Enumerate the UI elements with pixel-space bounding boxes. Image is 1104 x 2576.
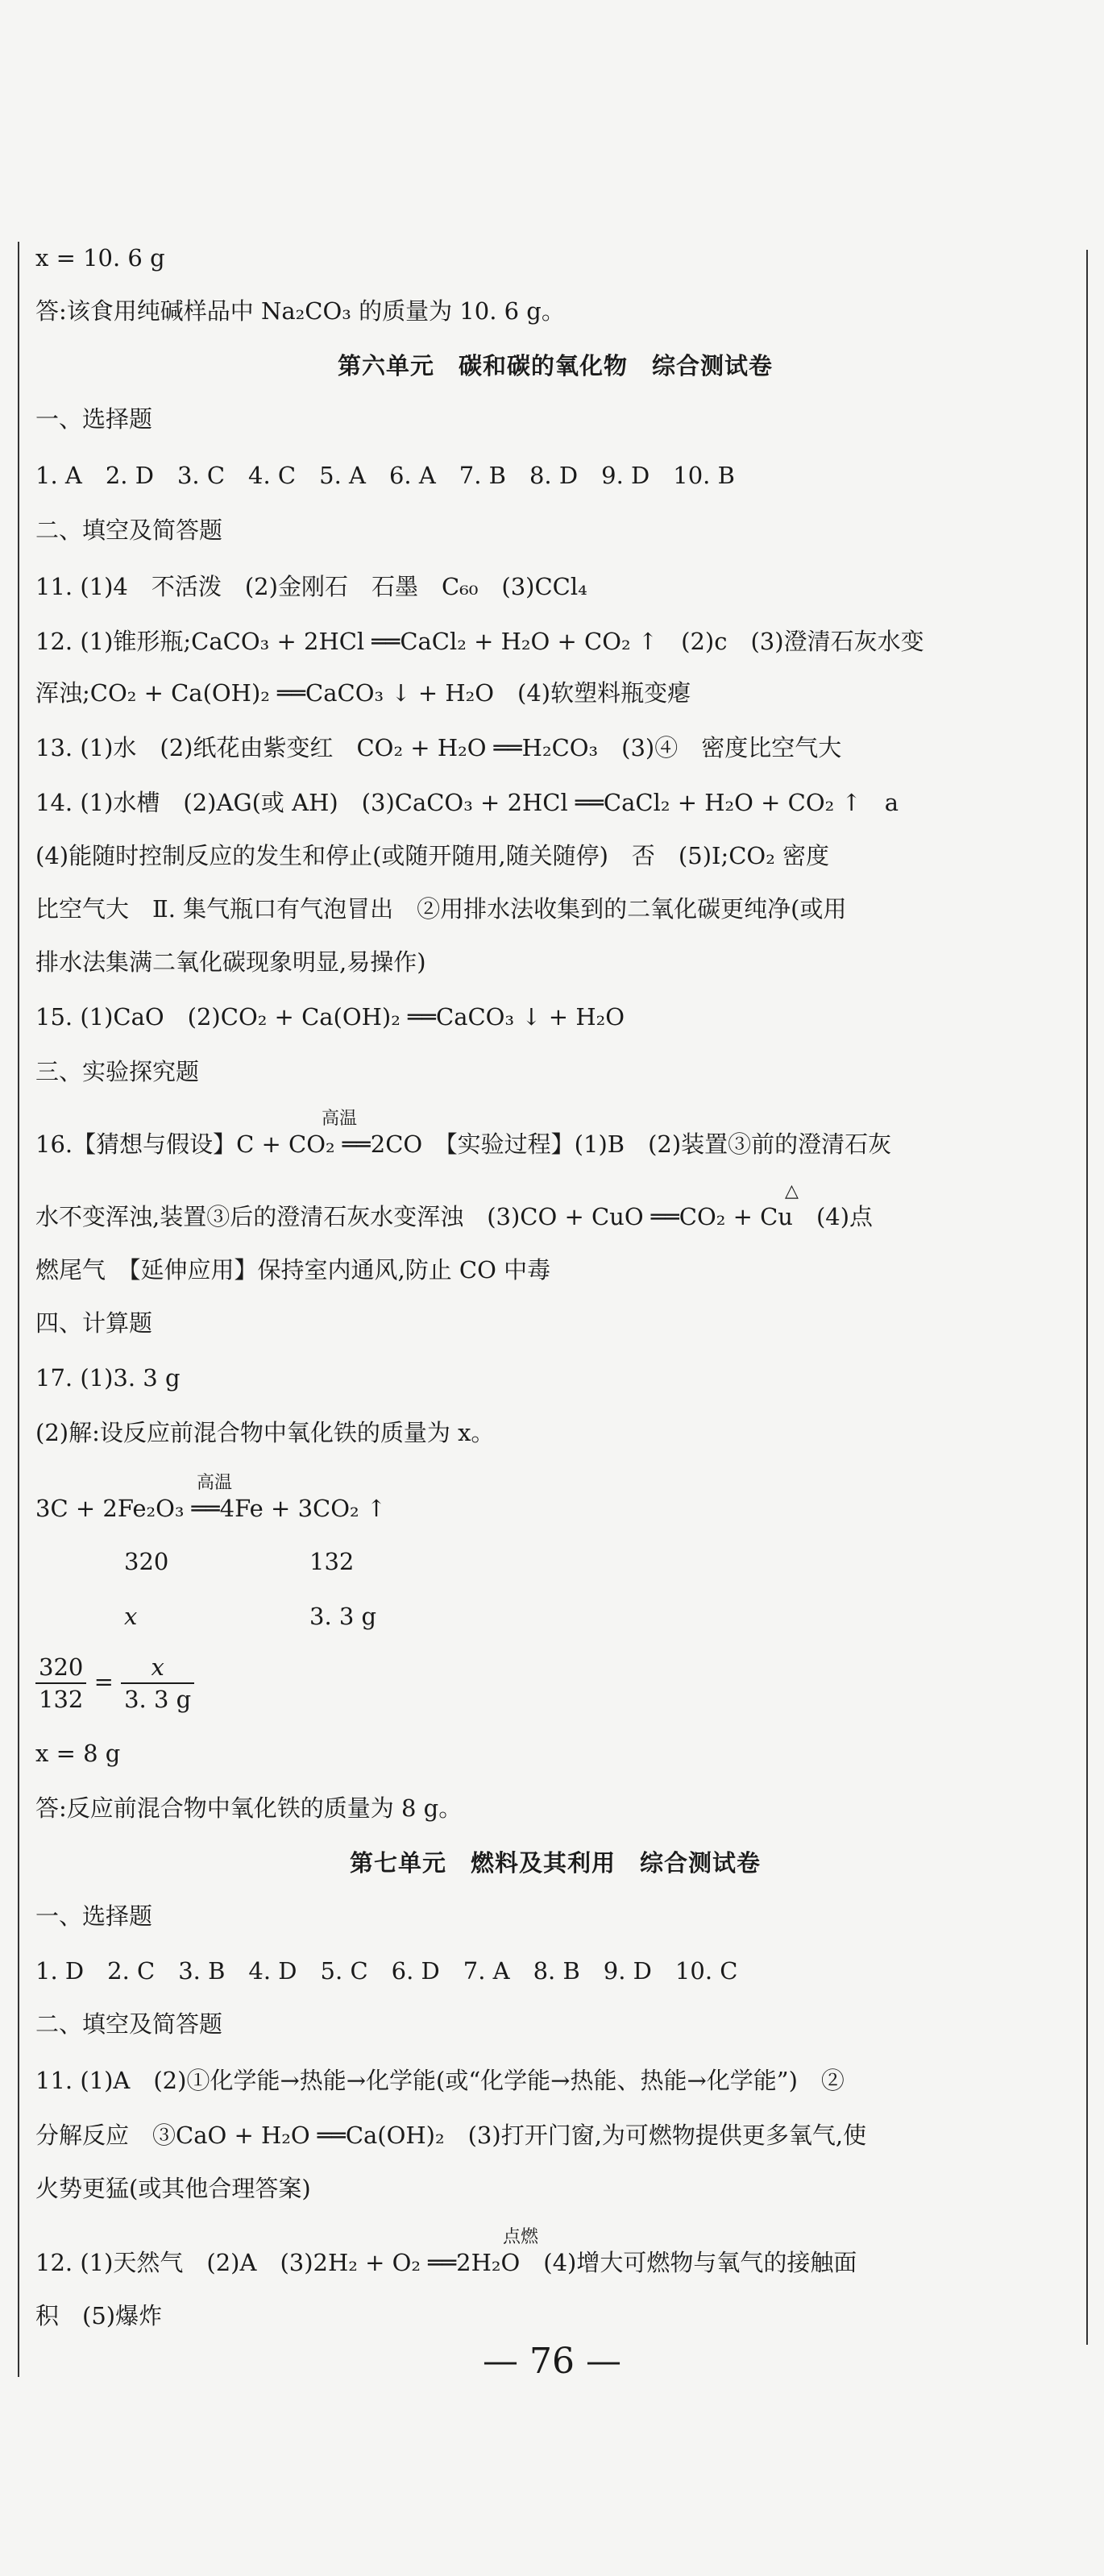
- reaction-condition: △: [785, 1181, 799, 1201]
- fraction: $\frac{320}{132}$: [35, 1652, 86, 1715]
- section-heading: 四、计算题: [35, 1309, 153, 1337]
- line: 分解反应 ③CaO + H₂O ══Ca(OH)₂ (3)打开门窗,为可燃物提供更多氧气,使: [35, 2122, 867, 2149]
- line: 水不变浑浊,装置③后的澄清石灰水变浑浊 (3)CO + CuO ══CO₂ + Cu (4)点: [35, 1203, 874, 1230]
- proportion-equation: $\frac{320}{132}$ = $\frac{x}{3. 3 g}$: [35, 1652, 1075, 1719]
- unit-6-heading: 第六单元 碳和碳的氧化物 综合测试卷: [337, 352, 773, 380]
- line: (2)解:设反应前混合物中氧化铁的质量为 x。: [35, 1419, 495, 1446]
- relative-mass: 320: [124, 1548, 169, 1575]
- left-margin-rule: [18, 242, 19, 2377]
- line: 积 (5)爆炸: [35, 2302, 163, 2329]
- section-heading: 三、实验探究题: [35, 1058, 200, 1085]
- page-number: — 76 —: [483, 2341, 621, 2382]
- line: 12. (1)天然气 (2)A (3)2H₂ + O₂ ══2H₂O (4)增大可燃物与氧气的接触面: [35, 2249, 857, 2276]
- right-margin-rule: [1086, 250, 1088, 2345]
- section-heading: 一、选择题: [35, 405, 153, 433]
- line: 1. D 2. C 3. B 4. D 5. C 6. D 7. A 8. B 9. D 10. C: [35, 1957, 738, 1985]
- line: 比空气大 Ⅱ. 集气瓶口有气泡冒出 ②用排水法收集到的二氧化碳更纯净(或用: [35, 895, 847, 923]
- section-heading: 二、填空及简答题: [35, 516, 223, 544]
- line: 火势更猛(或其他合理答案): [35, 2175, 311, 2202]
- line: 排水法集满二氧化碳现象明显,易操作): [35, 948, 426, 976]
- known-mass: 3. 3 g: [309, 1603, 377, 1630]
- reaction-condition: 高温: [197, 1473, 233, 1493]
- unit-7-heading: 第七单元 燃料及其利用 综合测试卷: [349, 1849, 761, 1877]
- line: 答:反应前混合物中氧化铁的质量为 8 g。: [35, 1794, 463, 1822]
- reaction-condition: 高温: [322, 1109, 358, 1129]
- line: 浑浊;CO₂ + Ca(OH)₂ ══CaCO₃ ↓ + H₂O (4)软塑料瓶变瘪: [35, 679, 691, 707]
- relative-mass: 132: [309, 1548, 355, 1575]
- section-heading: 一、选择题: [35, 1902, 153, 1930]
- line: 答:该食用纯碱样品中 Na₂CO₃ 的质量为 10. 6 g。: [35, 297, 565, 325]
- line: 1. A 2. D 3. C 4. C 5. A 6. A 7. B 8. D 9. D 10. B: [35, 462, 735, 489]
- line: x = 10. 6 g: [35, 244, 165, 272]
- line: 16.【猜想与假设】C + CO₂ ══2CO 【实验过程】(1)B (2)装置③前的澄清石灰: [35, 1130, 892, 1158]
- line: 11. (1)A (2)①化学能→热能→化学能(或“化学能→热能、热能→化学能”) ②: [35, 2067, 845, 2094]
- unknown-mass: x: [124, 1603, 138, 1630]
- line: x = 8 g: [35, 1740, 121, 1767]
- line: (4)能随时控制反应的发生和停止(或随开随用,随关随停) 否 (5)Ⅰ;CO₂ 密度: [35, 842, 830, 869]
- fraction: $\frac{x}{3. 3 g}$: [121, 1652, 194, 1715]
- section-heading: 二、填空及简答题: [35, 2010, 223, 2038]
- line: 3C + 2Fe₂O₃ ══4Fe + 3CO₂ ↑: [35, 1495, 387, 1522]
- reaction-condition: 点燃: [503, 2227, 539, 2247]
- line: 17. (1)3. 3 g: [35, 1364, 181, 1392]
- line: 燃尾气 【延伸应用】保持室内通风,防止 CO 中毒: [35, 1256, 551, 1284]
- line: 13. (1)水 (2)纸花由紫变红 CO₂ + H₂O ══H₂CO₃ (3)④ 密度比空气大: [35, 734, 842, 761]
- line: 14. (1)水槽 (2)AG(或 AH) (3)CaCO₃ + 2HCl ══CaCl₂ + H₂O + CO₂ ↑ a: [35, 789, 899, 816]
- line: 12. (1)锥形瓶;CaCO₃ + 2HCl ══CaCl₂ + H₂O + CO₂ ↑ (2)c (3)澄清石灰水变: [35, 628, 924, 655]
- line: 15. (1)CaO (2)CO₂ + Ca(OH)₂ ══CaCO₃ ↓ + H₂O: [35, 1003, 625, 1031]
- line: 11. (1)4 不活泼 (2)金刚石 石墨 C₆₀ (3)CCl₄: [35, 573, 587, 600]
